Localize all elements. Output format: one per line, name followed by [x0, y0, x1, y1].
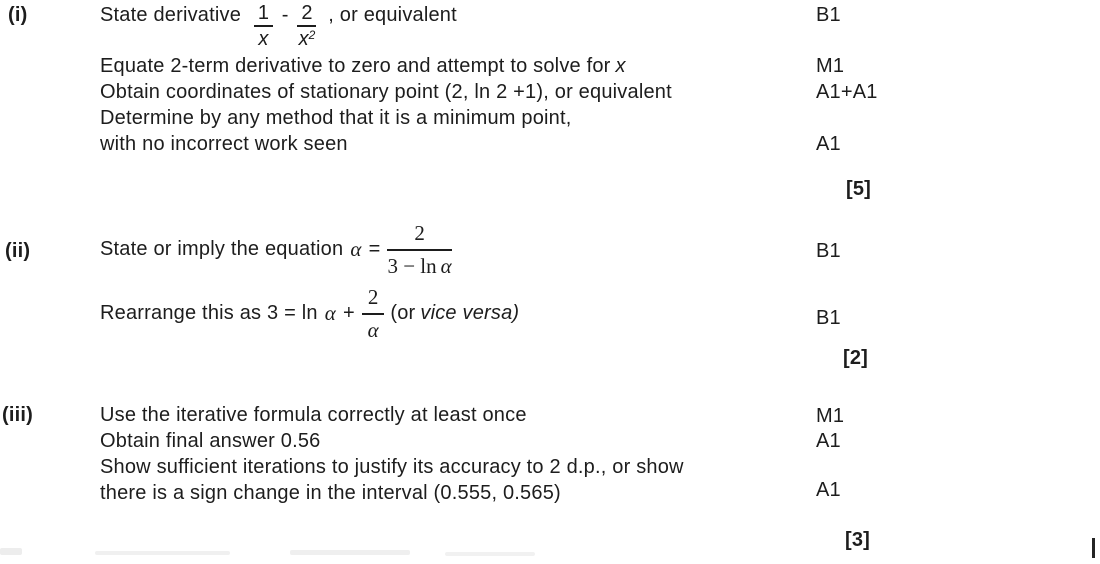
mark-b1: B1 [816, 240, 841, 262]
part-ii-line1 [100, 218, 452, 280]
part-iii-label: (iii) [2, 404, 33, 426]
fraction-numerator: 2 [297, 2, 316, 27]
part-i-line5: with no incorrect work seen [100, 133, 348, 155]
scan-smudge [95, 551, 230, 555]
plus-sign: + [342, 302, 355, 324]
alpha-symbol: α [350, 237, 362, 261]
fraction-2-over-3-minus-ln-alpha [387, 219, 451, 280]
scan-smudge [290, 550, 410, 555]
fraction-1-over-x [254, 2, 273, 51]
fraction-2-over-x-squared [297, 2, 316, 51]
part-iii-line2: Obtain final answer 0.56 [100, 430, 321, 452]
mark-b1: B1 [816, 307, 841, 329]
part-i-line1-post: , or equivalent [328, 4, 457, 26]
exponent: 2 [308, 28, 316, 42]
fraction-denominator [297, 27, 316, 51]
scan-smudge [445, 552, 535, 556]
part-iii-line3: Show sufficient iterations to justify its accuracy to 2 d.p., or show [100, 456, 684, 478]
mark-m1: M1 [816, 405, 845, 427]
fraction-numerator: 2 [362, 283, 385, 315]
mark-m1: M1 [816, 55, 845, 77]
scan-smudge [0, 548, 22, 555]
variable-x: x [615, 55, 626, 77]
part-ii-label: (ii) [5, 240, 31, 262]
mark-a1-plus-a1: A1+A1 [816, 81, 878, 103]
part-ii-total-marks: [2] [843, 347, 869, 369]
part-ii-line2-pre: Rearrange this as 3 = ln [100, 302, 318, 324]
alpha-symbol: α [440, 253, 452, 278]
fraction-numerator: 2 [387, 219, 451, 251]
line-text: Equate 2-term derivative to zero and attempt to solve for [100, 55, 611, 77]
part-i-line3: Obtain coordinates of stationary point (2, ln 2 +1), or equivalent [100, 81, 672, 103]
fraction-denominator-alpha: α [367, 317, 379, 342]
mark-b1: B1 [816, 4, 841, 26]
scan-artifact-bar [1092, 538, 1095, 558]
part-ii-line1-pre: State or imply the equation [100, 238, 344, 260]
equals-sign: = [368, 238, 381, 260]
mark-a1: A1 [816, 133, 841, 155]
part-i-line1-pre: State derivative [100, 4, 242, 26]
alpha-symbol: α [324, 301, 336, 325]
fraction-denominator [387, 251, 451, 280]
minus-sign: - [281, 4, 289, 26]
denominator-text: 3 − ln [387, 253, 437, 278]
part-i-line2 [100, 53, 626, 79]
part-i-line1 [100, 2, 457, 51]
part-iii-total-marks: [3] [845, 529, 871, 551]
vice-versa-italic: vice versa) [420, 302, 520, 324]
part-ii-line2-post: (or [390, 302, 416, 324]
fraction-numerator: 1 [254, 2, 273, 27]
part-ii-line2 [100, 285, 519, 341]
part-iii-line1: Use the iterative formula correctly at least once [100, 404, 527, 426]
mark-a1: A1 [816, 430, 841, 452]
denominator-base: x [298, 28, 309, 50]
part-i-line4: Determine by any method that it is a minimum point, [100, 107, 572, 129]
part-i-total-marks: [5] [846, 178, 872, 200]
fraction-denominator: x [258, 28, 269, 50]
mark-a1: A1 [816, 479, 841, 501]
part-iii-line4: there is a sign change in the interval (0.555, 0.565) [100, 482, 561, 504]
fraction-2-over-alpha [362, 283, 385, 344]
part-i-label: (i) [8, 4, 28, 26]
